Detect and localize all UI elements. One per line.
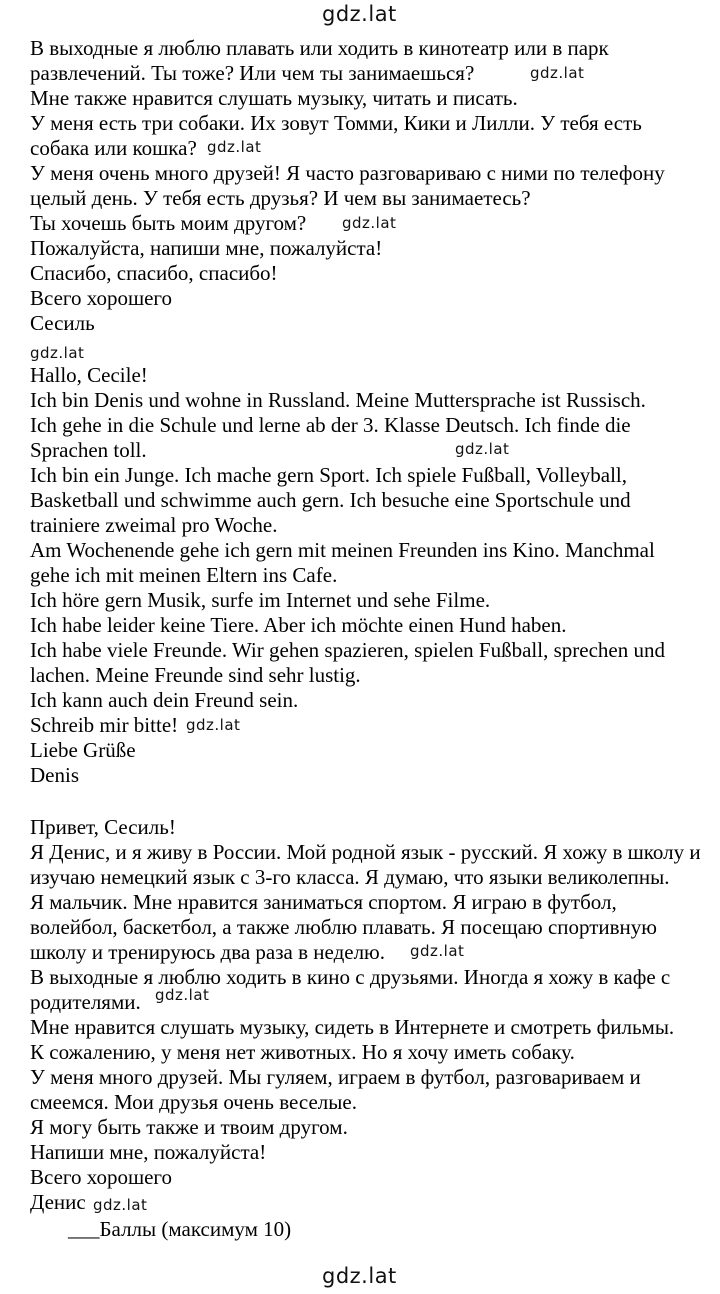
text-line: trainiere zweimal pro Woche. bbox=[30, 513, 278, 537]
text-line: Я мальчик. Мне нравится заниматься спортом. Я играю в футбол, bbox=[30, 890, 617, 914]
watermark: gdz.lat bbox=[410, 942, 465, 960]
watermark: gdz.lat bbox=[530, 64, 585, 82]
text-line: родителями. bbox=[30, 990, 141, 1014]
text-line: gehe ich mit meinen Eltern ins Cafe. bbox=[30, 563, 338, 587]
text-line: Sprachen toll. bbox=[30, 438, 147, 462]
watermark-top: gdz.lat bbox=[322, 2, 397, 26]
text-line: Liebe Grüße bbox=[30, 738, 136, 762]
text-line: изучаю немецкий язык с 3-го класса. Я думаю, что языки великолепны. bbox=[30, 865, 670, 889]
text-line: В выходные я люблю ходить в кино с друзьями. Иногда я хожу в кафе с bbox=[30, 965, 671, 989]
text-line: Пожалуйста, напиши мне, пожалуйста! bbox=[30, 236, 383, 260]
text-line: Напиши мне, пожалуйста! bbox=[30, 1140, 267, 1164]
text-line: Всего хорошего bbox=[30, 1165, 173, 1189]
watermark-bottom: gdz.lat bbox=[322, 1264, 397, 1288]
text-line: Basketball und schwimme auch gern. Ich besuche eine Sportschule und bbox=[30, 488, 631, 512]
text-line: Ich gehe in die Schule und lerne ab der 3. Klasse Deutsch. Ich finde die bbox=[30, 413, 631, 437]
text-line: Я могу быть также и твоим другом. bbox=[30, 1115, 348, 1139]
watermark: gdz.lat bbox=[207, 138, 262, 156]
text-line: Ich kann auch dein Freund sein. bbox=[30, 688, 299, 712]
text-line: lachen. Meine Freunde sind sehr lustig. bbox=[30, 663, 361, 687]
watermark: gdz.lat bbox=[30, 344, 85, 362]
text-line: У меня много друзей. Мы гуляем, играем в футбол, разговариваем и bbox=[30, 1065, 641, 1089]
watermark: gdz.lat bbox=[155, 986, 210, 1004]
text-line: развлечений. Ты тоже? Или чем ты занимаешься? bbox=[30, 61, 475, 85]
text-line: целый день. У тебя есть друзья? И чем вы занимаетесь? bbox=[30, 186, 531, 210]
signature-line: Denis bbox=[30, 763, 79, 787]
text-line: Мне нравится слушать музыку, сидеть в Интернете и смотреть фильмы. bbox=[30, 1015, 675, 1039]
text-line: У меня очень много друзей! Я часто разговариваю с ними по телефону bbox=[30, 161, 665, 185]
text-line: школу и тренируюсь два раза в неделю. bbox=[30, 940, 385, 964]
text-line: Ich habe leider keine Tiere. Aber ich möchte einen Hund haben. bbox=[30, 613, 567, 637]
text-line: Всего хорошего bbox=[30, 286, 173, 310]
text-line: У меня есть три собаки. Их зовут Томми, Кики и Лилли. У тебя есть bbox=[30, 111, 642, 135]
text-line: Schreib mir bitte! bbox=[30, 713, 179, 737]
text-line: Ты хочешь быть моим другом? bbox=[30, 211, 307, 235]
text-line: К сожалению, у меня нет животных. Но я хочу иметь собаку. bbox=[30, 1040, 575, 1064]
text-line: Ich höre gern Musik, surfe im Internet und sehe Filme. bbox=[30, 588, 491, 612]
text-line: Я Денис, и я живу в России. Мой родной язык - русский. Я хожу в школу и bbox=[30, 840, 701, 864]
signature-line: Денис bbox=[30, 1190, 86, 1214]
watermark: gdz.lat bbox=[455, 440, 510, 458]
text-line: Мне также нравится слушать музыку, читать и писать. bbox=[30, 86, 518, 110]
signature-line: Сесиль bbox=[30, 311, 95, 335]
text-line: В выходные я люблю плавать или ходить в кинотеатр или в парк bbox=[30, 36, 609, 60]
text-line: Am Wochenende gehe ich gern mit meinen Freunden ins Kino. Manchmal bbox=[30, 538, 655, 562]
text-line: Ich bin Denis und wohne in Russland. Meine Muttersprache ist Russisch. bbox=[30, 388, 646, 412]
greeting-line: Привет, Сесиль! bbox=[30, 815, 176, 839]
text-line: волейбол, баскетбол, а также люблю плавать. Я посещаю спортивную bbox=[30, 915, 657, 939]
text-line: Ich habe viele Freunde. Wir gehen spazieren, spielen Fußball, sprechen und bbox=[30, 638, 665, 662]
text-line: Ich bin ein Junge. Ich mache gern Sport. Ich spiele Fußball, Volleyball, bbox=[30, 463, 628, 487]
watermark: gdz.lat bbox=[93, 1196, 148, 1214]
text-line: Спасибо, спасибо, спасибо! bbox=[30, 261, 278, 285]
greeting-line: Hallo, Cecile! bbox=[30, 363, 148, 387]
text-line: собака или кошка? bbox=[30, 136, 197, 160]
watermark: gdz.lat bbox=[342, 214, 397, 232]
watermark: gdz.lat bbox=[186, 716, 241, 734]
score-line: ___Баллы (максимум 10) bbox=[68, 1217, 292, 1241]
text-line: смеемся. Мои друзья очень веселые. bbox=[30, 1090, 357, 1114]
